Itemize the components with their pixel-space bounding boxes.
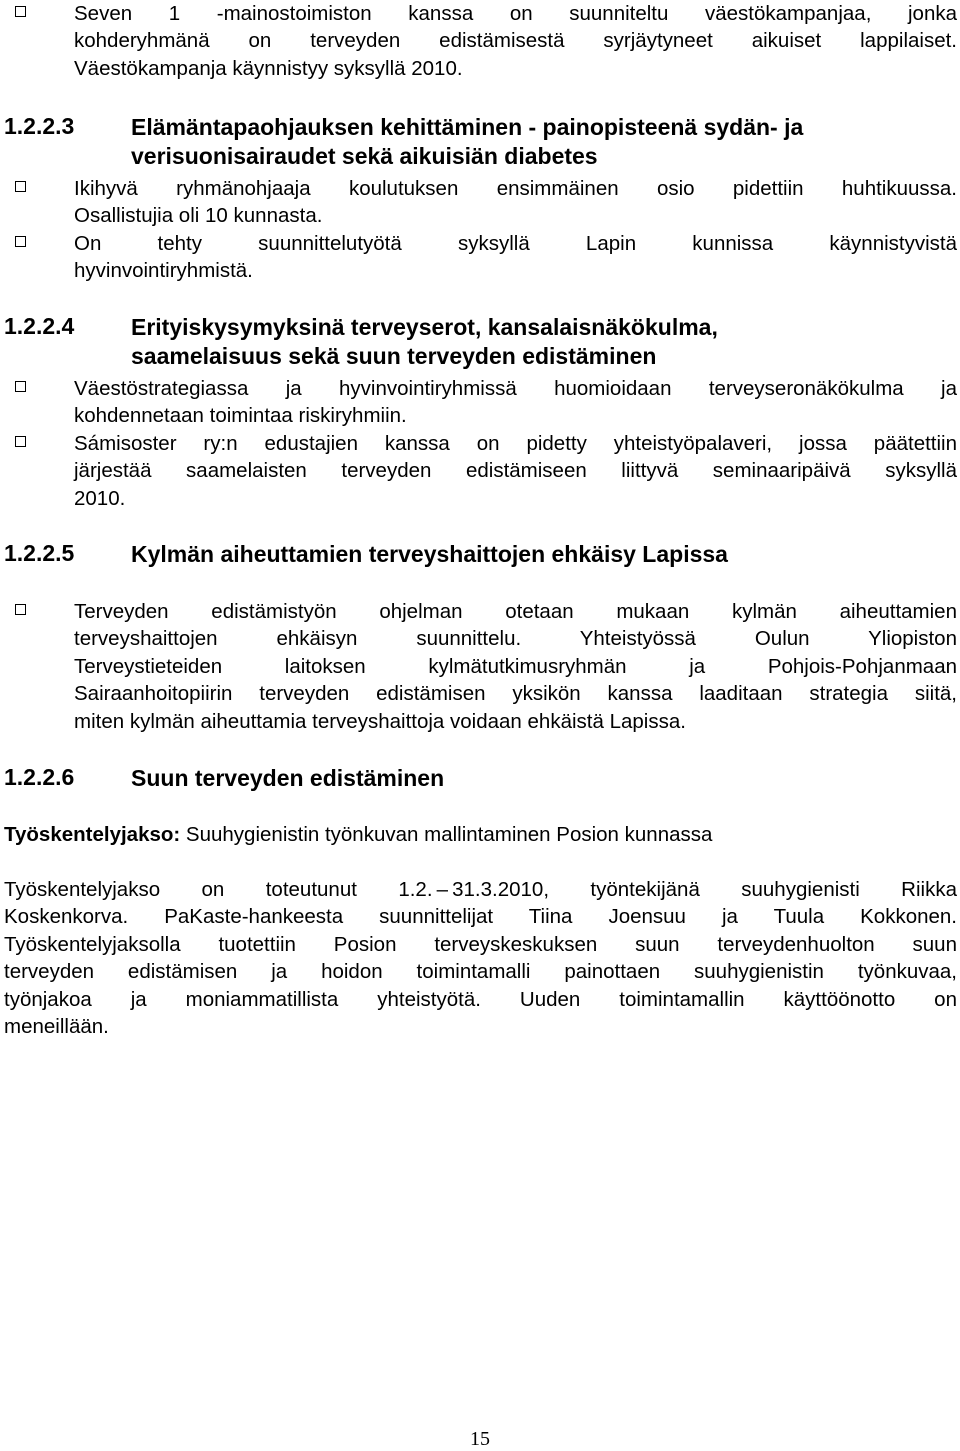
checkbox-bullet-icon xyxy=(15,236,26,247)
text-line: työnjakoa ja moniammatillista yhteistyötä. Uuden toimintamallin käyttöönotto on xyxy=(4,987,957,1011)
text-line: Koskenkorva. PaKaste-hankeesta suunnittelijat Tiina Joensuu ja Tuula Kokkonen. xyxy=(4,905,957,929)
title-line: verisuonisairaudet sekä aikuisiän diabetes xyxy=(131,143,598,169)
work-period-line xyxy=(4,821,957,848)
text-line: On tehty suunnittelutyötä syksyllä Lapin kunnissa käynnistyvistä xyxy=(74,232,957,255)
text-line: Työskentelyjakso on toteutunut 1.2. – 31.3.2010, työntekijänä suuhygienisti Riikka xyxy=(4,878,957,901)
checkbox-bullet-icon xyxy=(15,181,26,192)
work-period-text: Suuhygienistin työnkuvan mallintaminen Posion kunnassa xyxy=(180,823,713,846)
bullet-text xyxy=(74,430,957,512)
text-line: kohderyhmänä on terveyden edistämisestä syrjäytyneet aikuiset lappilaiset. xyxy=(74,29,957,53)
text-line: 2010. xyxy=(74,486,126,510)
section-number: 1.2.2.6 xyxy=(4,764,75,790)
section-title: Suun terveyden edistäminen xyxy=(131,765,445,791)
title-line: Elämäntapaohjauksen kehittäminen - painopisteenä sydän- ja xyxy=(131,114,804,140)
text-line: Sámisoster ry:n edustajien kanssa on pidetty yhteistyöpalaveri, jossa päätettiin xyxy=(74,432,957,455)
text-line: Seven 1 -mainostoimiston kanssa on suunniteltu väestökampanjaa, jonka xyxy=(74,2,957,25)
checkbox-bullet-icon xyxy=(15,436,26,447)
bullet-text xyxy=(74,0,957,82)
text-line: Työskentelyjaksolla tuotettiin Posion terveyskeskuksen suun terveydenhuolton suun xyxy=(4,932,957,956)
bullet-text xyxy=(74,230,957,285)
title-line: Erityiskysymyksinä terveyserot, kansalaisnäkökulma, xyxy=(131,314,718,340)
section-number: 1.2.2.4 xyxy=(4,313,75,339)
text-line: Terveyden edistämistyön ohjelman otetaan mukaan kylmän aiheuttamien xyxy=(74,600,957,623)
text-line: hyvinvointiryhmistä. xyxy=(74,259,253,283)
bullet-text xyxy=(74,598,957,735)
text-line: miten kylmän aiheuttamia terveyshaittoja voidaan ehkäistä Lapissa. xyxy=(74,709,686,733)
text-line: Sairaanhoitopiirin terveyden edistämisen yksikön kanssa laaditaan strategia siitä, xyxy=(74,682,957,706)
checkbox-bullet-icon xyxy=(15,381,26,392)
section-title xyxy=(131,313,951,371)
text-line: Ikihyvä ryhmänohjaaja koulutuksen ensimmäinen osio pidettiin huhtikuussa. xyxy=(74,177,957,200)
text-line: terveyshaittojen ehkäisyn suunnittelu. Yhteistyössä Oulun Yliopiston xyxy=(74,627,957,651)
title-line: saamelaisuus sekä suun terveyden edistäminen xyxy=(131,343,657,369)
checkbox-bullet-icon xyxy=(15,604,26,615)
section-title xyxy=(131,113,951,171)
text-line: Terveystieteiden laitoksen kylmätutkimusryhmän ja Pohjois-Pohjanmaan xyxy=(74,654,957,678)
bullet-text xyxy=(74,175,957,230)
text-line xyxy=(4,821,957,848)
work-period-paragraph xyxy=(4,876,957,1040)
bullet-text xyxy=(74,375,957,430)
text-line: meneillään. xyxy=(4,1015,109,1039)
checkbox-bullet-icon xyxy=(15,6,26,17)
work-period-label: Työskentelyjakso: xyxy=(4,823,181,846)
section-number: 1.2.2.5 xyxy=(4,540,75,566)
text-line: Väestöstrategiassa ja hyvinvointiryhmissä huomioidaan terveyseronäkökulma ja xyxy=(74,377,957,400)
text-line: kohdennetaan toimintaa riskiryhmiin. xyxy=(74,404,407,428)
text-line: järjestää saamelaisten terveyden edistämiseen liittyvä seminaaripäivä syksyllä xyxy=(74,459,957,483)
text-line: Osallistujia oli 10 kunnasta. xyxy=(74,204,323,228)
page-footer xyxy=(0,1428,960,1451)
section-number: 1.2.2.3 xyxy=(4,113,75,139)
text-line: Väestökampanja käynnistyy syksyllä 2010. xyxy=(74,56,463,80)
text-line: terveyden edistämisen ja hoidon toimintamalli painottaen suuhygienistin työnkuvaa, xyxy=(4,960,957,984)
section-title: Kylmän aiheuttamien terveyshaittojen ehkäisy Lapissa xyxy=(131,541,728,567)
page-number: 15 xyxy=(470,1428,490,1450)
